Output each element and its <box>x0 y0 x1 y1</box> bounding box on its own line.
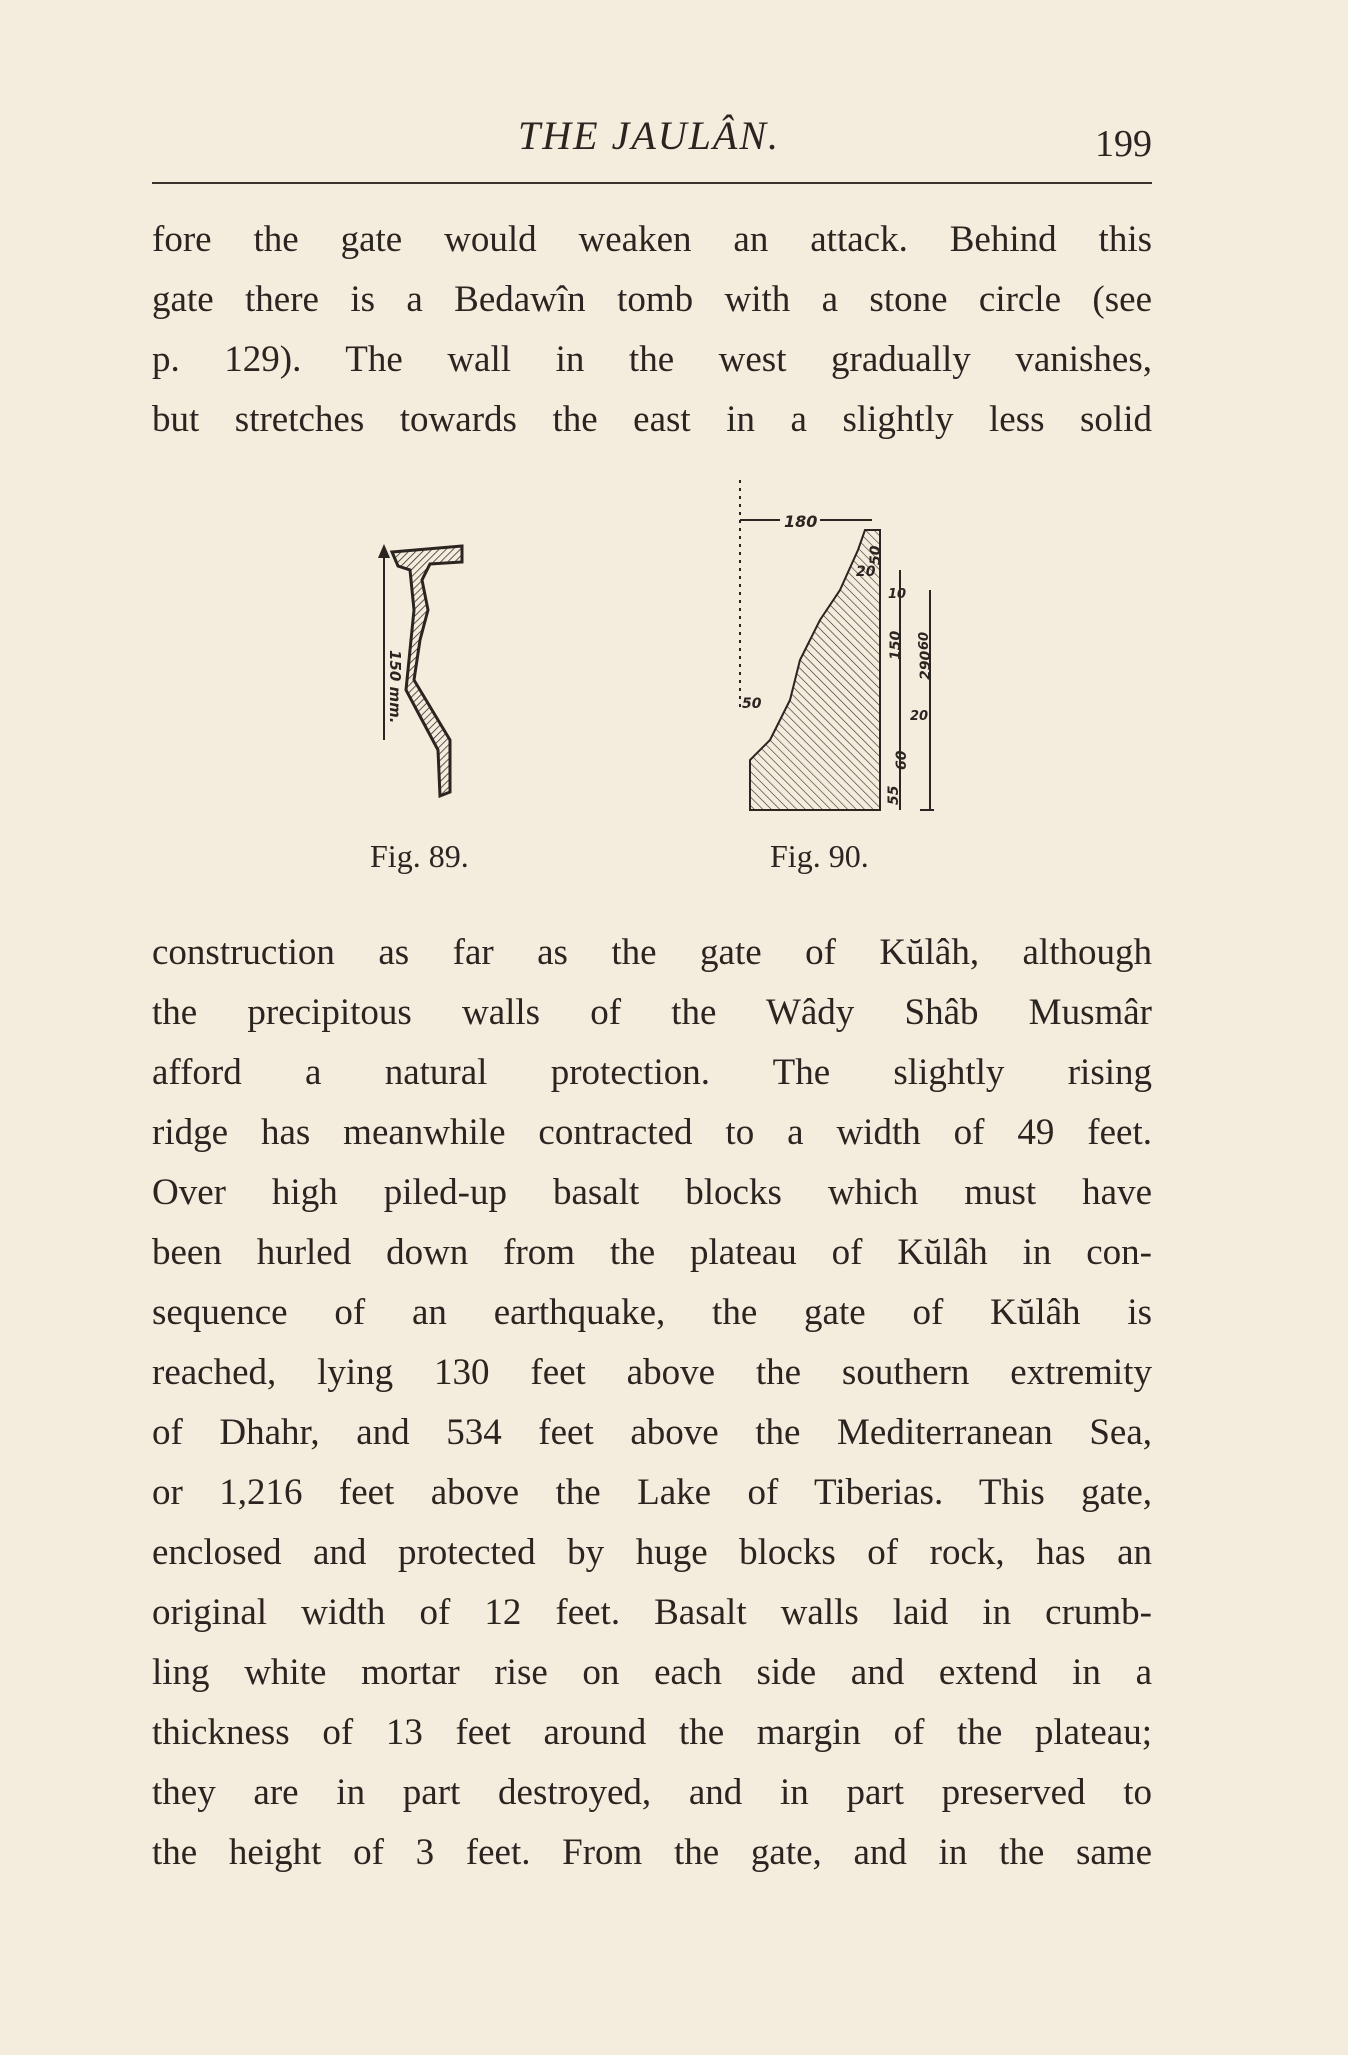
text-line: or 1,216 feet above the Lake of Tiberias. This gate, <box>152 1472 1152 1513</box>
text-line: ridge has meanwhile contracted to a width of 49 feet. <box>152 1112 1152 1153</box>
text-line: sequence of an earthquake, the gate of Kŭlâh is <box>152 1292 1152 1333</box>
text-line: reached, lying 130 feet above the southern extremity <box>152 1352 1152 1393</box>
running-head <box>152 112 1152 172</box>
text-line: Over high piled-up basalt blocks which must have <box>152 1172 1152 1213</box>
text-line: ling white mortar rise on each side and extend in a <box>152 1652 1152 1693</box>
page-number: 199 <box>1095 123 1152 165</box>
text-line: enclosed and protected by huge blocks of rock, has an <box>152 1532 1152 1573</box>
figure-90-label: 150 <box>888 630 904 660</box>
figure-90-label: 20 <box>856 564 876 580</box>
figure-90-label: 20 <box>910 709 929 724</box>
text-line: the height of 3 feet. From the gate, and in the same <box>152 1832 1152 1873</box>
text-line: of Dhahr, and 534 feet above the Mediterranean Sea, <box>152 1412 1152 1453</box>
text-line: gate there is a Bedawîn tomb with a stone circle (see <box>152 279 1152 320</box>
figure-89-svg <box>370 540 470 810</box>
figure-90-svg <box>720 470 950 820</box>
figure-90-caption: Fig. 90. <box>770 838 869 874</box>
paragraph-bottom <box>152 923 1152 1883</box>
text-line: construction as far as the gate of Kŭlâh, although <box>152 932 1152 973</box>
figure-90-label: 60 <box>917 631 932 650</box>
figure-90-label: 290 <box>918 650 934 680</box>
text-line: original width of 12 feet. Basalt walls laid in crumb- <box>152 1592 1152 1633</box>
paragraph-top <box>152 210 1152 450</box>
figure-90-label: 60 <box>894 750 910 770</box>
header-rule <box>152 182 1152 184</box>
text-line: thickness of 13 feet around the margin of the plateau; <box>152 1712 1152 1753</box>
text-line: but stretches towards the east in a slightly less solid <box>152 399 1152 440</box>
text-line: p. 129). The wall in the west gradually vanishes, <box>152 339 1152 380</box>
text-line: fore the gate would weaken an attack. Behind this <box>152 219 1152 260</box>
figure-90-label: 50 <box>742 696 762 712</box>
figure-90-label: 180 <box>784 512 818 531</box>
text-line: afford a natural protection. The slightly rising <box>152 1052 1152 1093</box>
figure-90-label: 55 <box>886 785 902 805</box>
figure-90-drawing <box>720 470 950 820</box>
text-line: they are in part destroyed, and in part preserved to <box>152 1772 1152 1813</box>
figure-89-caption: Fig. 89. <box>370 838 469 874</box>
running-title: THE JAULÂN. <box>518 113 780 158</box>
figure-90-label: 10 <box>888 587 907 602</box>
figure-89-dimension-label: 150 mm. <box>386 650 404 724</box>
figure-90-label: 50 <box>868 545 884 565</box>
text-line: the precipitous walls of the Wâdy Shâb Musmâr <box>152 992 1152 1033</box>
figure-89-drawing <box>370 540 470 810</box>
text-line: been hurled down from the plateau of Kŭlâh in con- <box>152 1232 1152 1273</box>
